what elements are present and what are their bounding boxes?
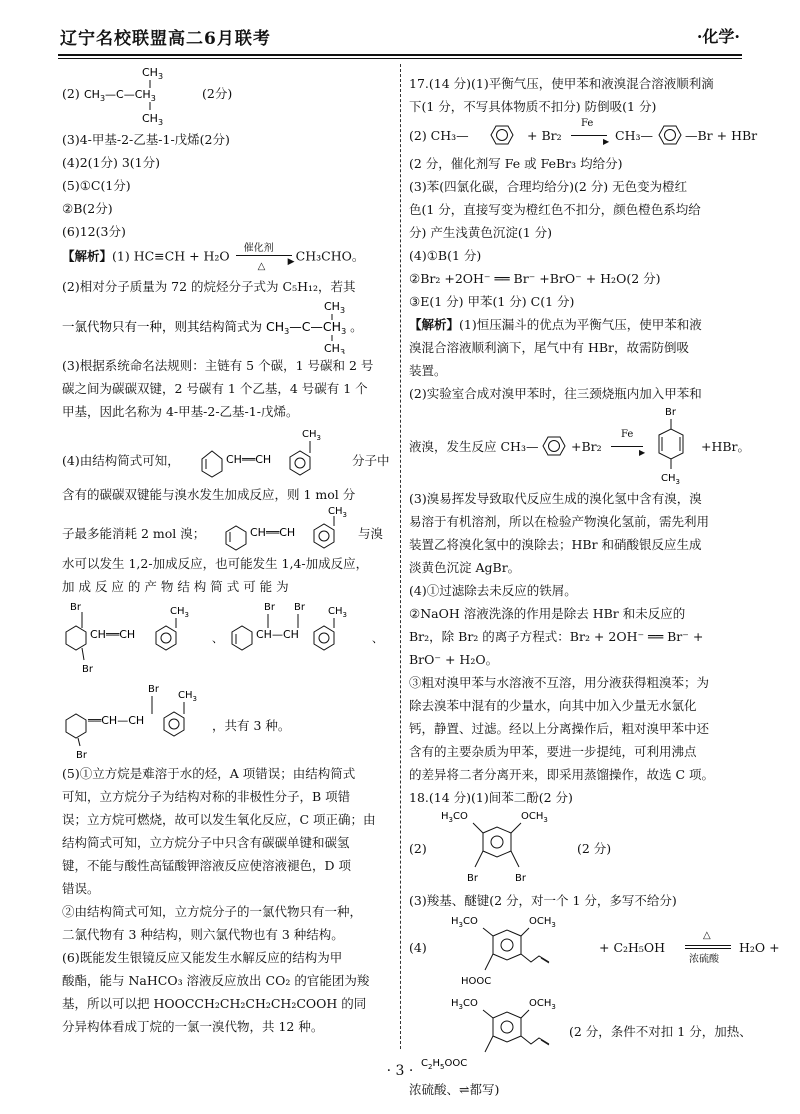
q17-analysis-14: 除去溴苯中混有的少量水，向其中加入少量无水氯化: [409, 698, 697, 713]
svg-text:OCH3: $OCH_3$: [529, 916, 556, 929]
answer-2-structure: [62, 60, 392, 128]
right-column: [409, 72, 780, 1101]
q18-4-label: (4): [409, 940, 427, 955]
analysis-6-line2: 酸酯，能与 NaHCO₃ 溶液反应放出 CO₂ 的官能团为羧: [62, 973, 370, 988]
jx2-br2: +Br₂: [571, 439, 602, 454]
answer-2-label: (2): [62, 86, 80, 101]
q17-line7: (4)①B(1 分): [409, 248, 482, 263]
exam-title: 辽宁名校联盟高二6月联考: [60, 29, 271, 49]
svg-text:CH3: $CH_3$: [302, 429, 321, 442]
answer-3: (3)4-甲基-2-乙基-1-戊烯(2分): [62, 132, 230, 147]
q17-line9: ③E(1 分) 甲苯(1 分) C(1 分): [409, 294, 575, 309]
q17-line6: 分) 产生浅黄色沉淀(1 分): [409, 225, 553, 240]
analysis-4-text-a: (4)由结构简式可知，: [62, 453, 180, 468]
analysis-6-line3: 基，所以可以把 HOOCCH₂CH₂CH₂CH₂COOH 的同: [62, 996, 367, 1011]
svg-text:Br: Br: [82, 664, 93, 675]
analysis-5-line8: 二氯代物有 3 种结构，则六氯代物也有 3 种结构。: [62, 927, 344, 942]
svg-text:CH3: $CH_3$: [328, 506, 347, 519]
q18-4-water: H₂O +: [739, 940, 780, 955]
svg-text:Br: Br: [665, 407, 676, 418]
q18-2-score: (2 分): [577, 841, 612, 856]
q17-line4: (3)苯(四氯化碳，合理均给分)(2 分) 无色变为橙红: [409, 179, 688, 194]
answer-5b: ②B(2分): [62, 201, 113, 216]
q17-eq-hbr: —Br + HBr: [685, 128, 758, 143]
svg-text:OCH3: $OCH_3$: [529, 998, 556, 1011]
analysis-1-lhs: (1) HC≡CH + H₂O: [112, 248, 230, 264]
analysis-4-line1: [62, 423, 392, 483]
q17-analysis-reaction: 液溴，发生反应 CH₃— +Br₂ Fe ▶ Br $CH_3$ +HBr。: [409, 407, 751, 486]
q17-analysis-4: (2)实验室合成对溴甲苯时，往三颈烧瓶内加入甲苯和: [409, 386, 702, 401]
q18-line3: (3)羧基、醚键(2 分，对一个 1 分，多写不给分): [409, 893, 677, 908]
column-divider: [400, 64, 401, 1049]
svg-text:Br: Br: [467, 873, 478, 884]
q17-eq-catalyst: Fe: [581, 118, 594, 129]
analysis-5-line2: 可知，立方烷分子为结构对称的非极性分子，B 项错: [62, 789, 351, 804]
q17-analysis-8: 淡黄色沉淀 AgBr。: [409, 560, 521, 575]
svg-text:H3CO: $H_3CO$: [441, 811, 468, 824]
q18-equation: [409, 912, 780, 994]
svg-text:CH3: $CH_3$: [178, 690, 197, 703]
q17-analysis-1-text: (1)恒压漏斗的优点为平衡气压，使甲苯和液: [459, 317, 702, 332]
analysis-2a: (2)相对分子质量为 72 的烷烃分子式为 C₅H₁₂，若其: [62, 279, 356, 294]
svg-text:CH══CH: CH══CH: [250, 526, 296, 539]
analysis-3-line1: (3)根据系统命名法规则：主链有 5 个碳，1 号碳和 2 号: [62, 358, 374, 373]
analysis-tag: 【解析】: [409, 317, 460, 332]
q18-5-note: (2 分，条件不对扣 1 分，加热、: [569, 1024, 752, 1039]
analysis-4-text-b: 分子中: [352, 453, 390, 468]
svg-text:一氯代物只有一种，则其结构简式为 CH3—C—CH3 。: 一氯代物只有一种，则其结构简式为 $CH_3—C—CH_3$ 。: [62, 319, 363, 336]
q17-analysis-11: Br₂，除 Br₂ 的离子方程式：Br₂ + 2OH⁻ ══ Br⁻ +: [409, 629, 704, 644]
answer-5a: (5)①C(1分): [62, 178, 131, 193]
q17-line5: 色(1 分，直接写变为橙红色不扣分，颜色橙色系均给: [409, 202, 701, 217]
header-rule: [58, 54, 742, 56]
analysis-1-rhs: CH₃CHO。: [295, 248, 365, 264]
q17-eq-product: CH₃—: [615, 128, 653, 143]
answer-6: (6)12(3分): [62, 224, 126, 239]
analysis-4-line4: 水可以发生 1,2-加成反应，也可能发生 1,4-加成反应，: [62, 556, 369, 571]
q18-line6: 浓硫酸、⇌都写): [409, 1082, 500, 1097]
analysis-6-line1: (6)既能发生银镜反应又能发生水解反应的结构为甲: [62, 950, 343, 965]
page-number: · 3 ·: [386, 1063, 414, 1079]
analysis-4-line5: 加 成 反 应 的 产 物 结 构 简 式 可 能 为: [62, 579, 289, 594]
svg-text:CH3: $CH_3$: [142, 66, 164, 81]
q17-eq-reactant: (2) CH₃—: [409, 128, 469, 143]
q17-analysis-10: ②NaOH 溶液洗涤的作用是除去 HBr 和未反应的: [409, 606, 686, 621]
svg-text:HOOC: HOOC: [461, 976, 492, 987]
addition-products-row1: [62, 598, 392, 680]
q18-4-ethanol: + C₂H₅OH: [599, 940, 666, 955]
jx2-hbr: +HBr。: [701, 439, 751, 454]
svg-text:C2H5OOC: $C_2H_5OOC$: [421, 1058, 468, 1071]
q17-analysis-2: 溴混合溶液顺利滴下，尾气中有 HBr，故需防倒吸: [409, 340, 690, 355]
q17-analysis-3: 装置。: [409, 363, 447, 378]
benzene-ring-icon: [655, 120, 685, 150]
dibromo-dimethoxybenzene-structure: [439, 809, 579, 889]
svg-text:CH3: $CH_3$: [661, 473, 680, 486]
q17-equation: (2) CH₃— + Br₂ Fe ▶ CH₃— —Br + HBr: [409, 118, 741, 152]
q17-analysis-16: 含有的主要杂质为甲苯，要进一步提纯，可利用沸点: [409, 744, 697, 759]
q17-line8: ②Br₂ +2OH⁻ ══ Br⁻ +BrO⁻ + H₂O(2 分): [409, 271, 661, 286]
svg-text:、: 、: [212, 632, 223, 645]
analysis-5-line5: 键，不能与酸性高锰酸钾溶液反应使溶液褪色，D 项: [62, 858, 351, 873]
q17-analysis-7: 装置乙将溴化氢中的溴除去；HBr 和硝酸银反应生成: [409, 537, 702, 552]
jx2-catalyst: Fe: [621, 429, 634, 440]
svg-text:Br: Br: [294, 602, 305, 613]
p-bromotoluene-structure: [647, 405, 697, 487]
q17-analysis-1: [409, 313, 741, 336]
svg-text:Br: Br: [70, 602, 81, 613]
svg-text:CH3—C—CH3: $CH_3—C—CH_3$: [84, 88, 156, 103]
svg-text:H3CO: $H_3CO$: [451, 916, 478, 929]
analysis-2b: [62, 298, 392, 354]
analysis-1: [62, 243, 392, 275]
analysis-3-line3: 甲基，因此名称为 4-甲基-2-乙基-1-戊烯。: [62, 404, 299, 419]
svg-text:CH══CH: CH══CH: [90, 628, 136, 641]
q17-analysis-9: (4)①过滤除去未反应的铁屑。: [409, 583, 577, 598]
addition-products-structures-1: [62, 598, 392, 680]
svg-text:Br: Br: [264, 602, 275, 613]
q17-line3: (2 分，催化剂写 Fe 或 FeBr₃ 均给分): [409, 156, 623, 171]
q17-analysis-12: BrO⁻ + H₂O。: [409, 652, 499, 667]
q17-line2: 下(1 分，不写具体物质不扣分) 防倒吸(1 分): [409, 99, 657, 114]
analysis-5-line6: 错误。: [62, 881, 100, 896]
reaction-arrow: 催化剂 ▶ △: [234, 243, 296, 271]
svg-text:CH3: $CH_3$: [324, 342, 346, 354]
analysis-5-line3: 误；立方烷可燃烧，故可以发生氧化反应，C 项正确；由: [62, 812, 376, 827]
svg-text:CH══CH: CH══CH: [226, 453, 272, 466]
svg-text:CH—CH: CH—CH: [256, 628, 299, 641]
svg-text:Br: Br: [515, 873, 526, 884]
analysis-5-line1: (5)①立方烷是难溶于水的烃，A 项错误；由结构简式: [62, 766, 356, 781]
acid-reactant-structure: [439, 912, 579, 994]
q17-analysis-15: 钙，静置、过滤。经以上分离操作后，粗对溴甲苯中还: [409, 721, 710, 736]
q18-4-acid: 浓硫酸: [689, 954, 719, 965]
q17-analysis-17: 的差异将二者分离开来，即采用蒸馏操作，故选 C 项。: [409, 767, 715, 782]
analysis-5-line7: ②由结构简式可知，立方烷分子的一氯代物只有一种，: [62, 904, 363, 919]
svg-text:Br: Br: [76, 750, 87, 761]
catalyst-label: 催化剂: [243, 243, 274, 254]
analysis-4-text-d: 与溴: [358, 526, 384, 541]
analysis-2b-structure: [62, 298, 392, 354]
styrene-like-structure: [190, 423, 350, 483]
analysis-4-end: ，共有 3 种。: [212, 718, 291, 733]
analysis-4-line3: [62, 506, 392, 552]
svg-text:H3CO: $H_3CO$: [451, 998, 478, 1011]
svg-text:OCH3: $OCH_3$: [521, 811, 548, 824]
q18-line1: 18.(14 分)(1)间苯二酚(2 分): [409, 790, 573, 805]
svg-text:CH3: $CH_3$: [170, 606, 189, 619]
svg-text:CH3: $CH_3$: [142, 112, 164, 127]
subject-label: ·化学·: [696, 27, 740, 46]
addition-products-row2: [62, 680, 392, 762]
header-rule-thin: [58, 58, 742, 59]
benzene-ring-icon: [539, 431, 569, 461]
q17-eq-br2: + Br₂: [527, 128, 562, 143]
svg-text:CH3: $CH_3$: [328, 606, 347, 619]
q18-2-label: (2): [409, 841, 427, 856]
analysis-5-line4: 结构简式可知，立方烷分子中只含有碳碳单键和碳氢: [62, 835, 350, 850]
answer-2-score: (2分): [202, 86, 233, 101]
q17-analysis-6: 易溶于有机溶剂，所以在检验产物溴化氢前，需先利用: [409, 514, 710, 529]
svg-text:Br: Br: [148, 684, 159, 695]
analysis-3-line2: 碳之间为碳碳双键，2 号碳有 1 个乙基，4 号碳有 1 个: [62, 381, 368, 396]
q18-4-heat: △: [703, 930, 711, 941]
analysis-tag: 【解析】: [62, 248, 113, 264]
q18-structure-2: [409, 809, 741, 889]
q17-analysis-13: ③粗对溴甲苯与水溶液不互溶，用分液获得粗溴苯；为: [409, 675, 710, 690]
heat-label: △: [257, 261, 266, 272]
left-column: [62, 60, 392, 1038]
q17-analysis-5: (3)溴易挥发导致取代反应生成的溴化氢中含有溴，溴: [409, 491, 702, 506]
svg-text:、: 、: [372, 632, 383, 645]
svg-text:══CH—CH: ══CH—CH: [88, 714, 145, 727]
benzene-ring-icon: [487, 120, 517, 150]
q17-line1: 17.(14 分)(1)平衡气压，使甲苯和液溴混合溶液顺利滴: [409, 76, 714, 91]
jx2-reactant: 液溴，发生反应 CH₃—: [409, 439, 539, 454]
svg-text:CH3: $CH_3$: [324, 300, 346, 315]
analysis-6-line4: 分异构体看成丁烷的一氯一溴代物，共 12 种。: [62, 1019, 324, 1034]
answer-4: (4)2(1分) 3(1分): [62, 155, 160, 170]
analysis-4-line2: 含有的碳碳双键能与溴水发生加成反应，则 1 mol 分: [62, 487, 356, 502]
analysis-4-text-c: 子最多能消耗 2 mol 溴；: [62, 526, 206, 541]
